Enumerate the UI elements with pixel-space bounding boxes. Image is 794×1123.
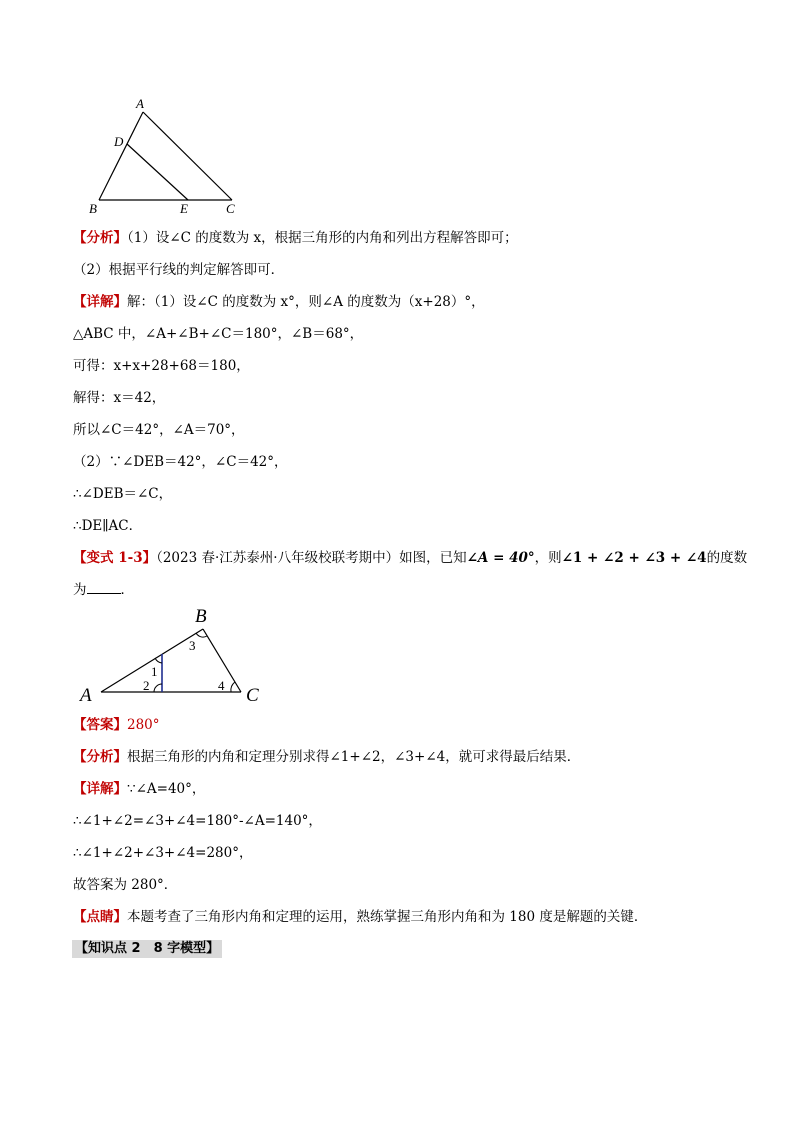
- detail-2-line-2: ∴∠1+∠2+∠3+∠4=280°，: [73, 845, 253, 861]
- angle-mark-4: [231, 682, 235, 692]
- detail-2-line-0: [73, 780, 205, 798]
- side-ac: [143, 112, 232, 200]
- answer-text: 280°: [127, 717, 160, 733]
- detail-1-line-3: 解得：x＝42，: [73, 390, 166, 406]
- analysis-1: [73, 229, 518, 247]
- label-2: 2: [143, 678, 150, 693]
- analysis-text: 根据三角形的内角和定理分别求得∠1+∠2，∠3+∠4，就可求得最后结果．: [127, 749, 581, 765]
- variant-prefix: 为: [73, 582, 87, 598]
- variant-suffix: ．: [120, 582, 134, 598]
- label-a: A: [136, 96, 144, 111]
- label-a: A: [80, 685, 92, 706]
- comment-tag: 【点睛】: [73, 909, 127, 925]
- variant-tag: 【变式 1-3】: [73, 550, 157, 566]
- label-3: 3: [189, 638, 196, 653]
- label-b: B: [89, 201, 97, 216]
- detail-1-line-2: 可得：x+x+28+68＝180，: [73, 358, 250, 374]
- variant-question: [73, 549, 747, 567]
- variant-source: （2023 春·江苏泰州·八年级校联考期中）如图，已知: [156, 550, 467, 566]
- detail-text: 解：（1）设∠C 的度数为 x°，则∠A 的度数为（x+28）°，: [127, 294, 485, 310]
- triangle-figure-1: [85, 95, 245, 217]
- variant-question-line2: [73, 581, 134, 599]
- comment-text: 本题考查了三角形内角和定理的运用，熟练掌握三角形内角和为 180 度是解题的关键．: [127, 909, 648, 925]
- detail-1-line-0: [73, 293, 485, 311]
- detail-2-line-1: ∴∠1+∠2=∠3+∠4=180°-∠A=140°，: [73, 813, 322, 829]
- detail-1-line-6: ∴∠DEB＝∠C，: [73, 486, 173, 502]
- detail-tag: 【详解】: [73, 781, 127, 797]
- side-ab: [101, 629, 203, 692]
- answer-blank: [87, 581, 121, 594]
- segment-de: [127, 144, 188, 200]
- detail-1-line-7: ∴DE∥AC．: [73, 518, 143, 534]
- analysis-tag: 【分析】: [73, 230, 127, 246]
- detail-1-line-5: （2）∵∠DEB＝42°，∠C＝42°，: [73, 454, 288, 470]
- label-d: D: [114, 134, 124, 149]
- comment-line: [73, 908, 647, 926]
- label-1: 1: [151, 664, 158, 679]
- side-ab: [99, 112, 143, 200]
- detail-1-line-1: △ABC 中，∠A+∠B+∠C＝180°，∠B＝68°，: [73, 326, 364, 342]
- analysis-tag: 【分析】: [73, 749, 127, 765]
- analysis-2: [73, 748, 580, 766]
- variant-then: ，则: [534, 550, 562, 566]
- variant-end: 的度数: [706, 550, 748, 566]
- label-b: B: [195, 606, 207, 627]
- angle-mark-1: [155, 658, 162, 663]
- knowledge-point-heading: 【知识点 2 8 字模型】: [72, 940, 222, 958]
- label-e: E: [180, 201, 188, 216]
- answer-line: [73, 716, 160, 734]
- variant-angle-a: ∠A = 40°: [466, 550, 535, 566]
- detail-tag: 【详解】: [73, 294, 127, 310]
- angle-mark-2: [154, 684, 162, 692]
- label-c: C: [226, 201, 235, 216]
- detail-1-line-4: 所以∠C＝42°，∠A＝70°，: [73, 422, 245, 438]
- triangle-figure-2: [75, 604, 275, 706]
- detail-text: ∵∠A=40°，: [127, 781, 206, 797]
- answer-tag: 【答案】: [73, 717, 127, 733]
- analysis-text: （1）设∠C 的度数为 x，根据三角形的内角和列出方程解答即可；: [127, 230, 518, 246]
- detail-2-line-3: 故答案为 280°．: [73, 877, 178, 893]
- label-4: 4: [218, 678, 225, 693]
- variant-expr: ∠1 + ∠2 + ∠3 + ∠4: [561, 550, 707, 566]
- analysis-1-part2: （2）根据平行线的判定解答即可．: [73, 262, 285, 278]
- label-c: C: [246, 685, 259, 706]
